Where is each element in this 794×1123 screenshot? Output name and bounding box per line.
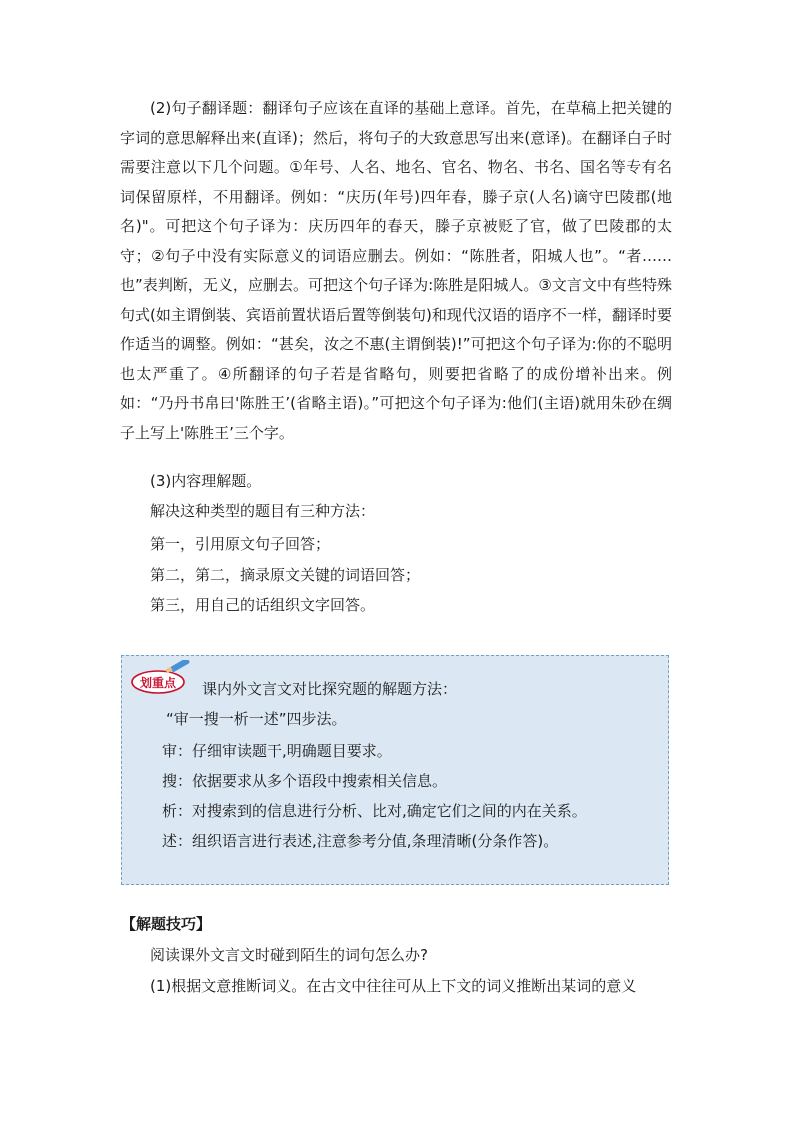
tips-title: 【解题技巧】 xyxy=(121,915,212,933)
method-item: 第一，引用原文句子回答； xyxy=(150,535,331,553)
content-intro: 解决这种类型的题目有三种方法： xyxy=(150,502,376,520)
badge-label: 划重点 xyxy=(139,676,177,690)
key-point-callout xyxy=(121,655,669,885)
translation-paragraph: (2)句子翻译题：翻译句子应该在直译的基础上意译。首先，在草稿上把关键的字词的意思解释出来(直译)；然后，将句子的大致意思写出来(意译)。在翻译白子时需要注意以下几个问题。①年号、人名、地名、官名、物名、书名、国名等专有名词保留原样，不用翻译。例如：“庆历(年号)四年春，滕子京(人名)谪守巴陵郡(地名)"。可把这个句子译为：庆历四年的春天，滕子京被贬了官，做了巴陵郡的太守；②句子中没有实际意义的词语应删去。例如：“陈胜者，阳城人也”。“者……也”表判断，无义，应删去。可把这个句子译为:陈胜是阳城人。③文言文中有些特殊句式(如主谓倒装、宾语前置状语后置等倒装句)和现代汉语的语序不一样，翻译时要作适当的调整。例如：“甚矣，汝之不惠(主谓倒装)!”可把这个句子译为:你的不聪明也太严重了。④所翻译的句子若是省略句，则要把省略了的成份增补出来。例如：“乃丹书帛曰'陈胜王’(省略主语)。”可把这个句子译为:他们(主语)就用朱砂在绸子上写上'陈胜王’三个字。 xyxy=(120,99,672,442)
callout-step: 析：对搜索到的信息进行分析、比对,确定它们之间的内在关系。 xyxy=(162,802,587,820)
callout-step: 搜：依据要求从多个语段中搜索相关信息。 xyxy=(162,772,448,790)
callout-title: 课内外文言文对比探究题的解题方法： xyxy=(202,680,458,698)
translation-section xyxy=(120,94,672,448)
content-heading: (3)内容理解题。 xyxy=(150,472,262,490)
tips-question: 阅读课外文言文时碰到陌生的词句怎么办? xyxy=(150,946,428,964)
callout-step: 审：仔细审读题干,明确题目要求。 xyxy=(162,742,392,760)
callout-step: 述：组织语言进行表述,注意参考分值,条理清晰(分条作答)。 xyxy=(162,832,559,850)
callout-subtitle: “审一搜一析一述”四步法。 xyxy=(166,710,347,728)
highlight-badge-icon xyxy=(130,660,194,696)
method-item: 第三，用自己的话组织文字回答。 xyxy=(150,596,376,614)
tips-point: (1)根据文意推断词义。在古文中往往可从上下文的词义推断出某词的意义 xyxy=(150,977,637,995)
method-item: 第二，第二，摘录原文关键的词语回答； xyxy=(150,566,421,584)
